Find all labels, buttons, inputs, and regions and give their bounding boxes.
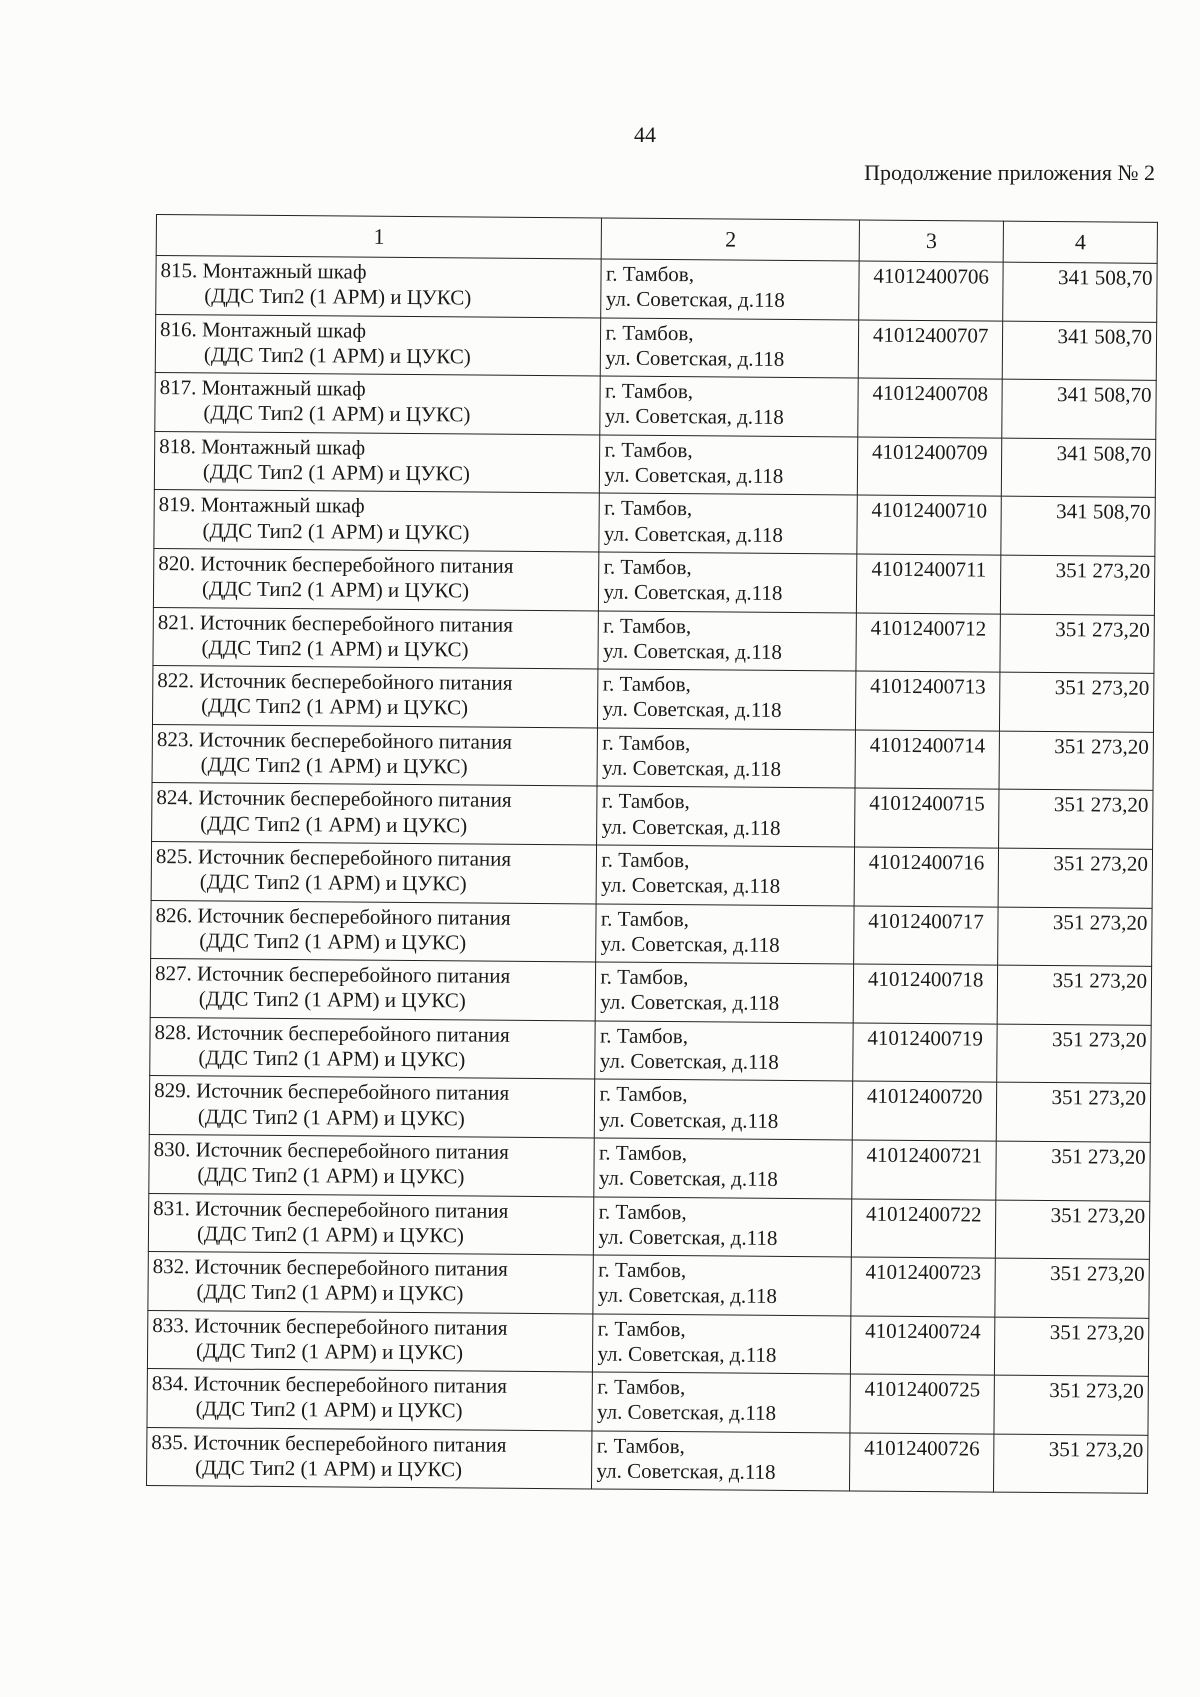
- table-row: [147, 1369, 1148, 1435]
- item-value: 351 273,20: [994, 1434, 1148, 1494]
- item-address-cell: [594, 1196, 852, 1257]
- address-street: ул. Советская, д.118: [597, 1341, 777, 1367]
- item-name: Источник бесперебойного питания: [198, 727, 513, 754]
- item-number: 827.: [154, 961, 192, 986]
- item-value: 351 273,20: [997, 965, 1151, 1025]
- address-city: г. Тамбов,: [603, 613, 692, 638]
- address-city: г. Тамбов,: [604, 437, 693, 463]
- address-city: г. Тамбов,: [598, 1257, 687, 1283]
- item-name-cell: [149, 1076, 595, 1138]
- item-number: 821.: [157, 609, 195, 634]
- item-name: Источник бесперебойного питания: [200, 551, 514, 578]
- item-number: 818.: [159, 433, 197, 459]
- item-number: 823.: [156, 726, 194, 752]
- table-row: [154, 490, 1155, 556]
- item-number: 830.: [153, 1136, 191, 1162]
- address-street: ул. Советская, д.118: [604, 403, 784, 430]
- inventory-number: 41012400719: [853, 1023, 997, 1083]
- address-street: ул. Советская, д.118: [598, 1165, 778, 1192]
- item-name-detail: (ДДС Тип2 (1 АРМ) и ЦУКС): [200, 810, 468, 837]
- item-name-detail: (ДДС Тип2 (1 АРМ) и ЦУКС): [203, 400, 471, 427]
- address-city: г. Тамбов,: [604, 495, 693, 521]
- item-address-cell: [595, 1021, 853, 1082]
- item-address-cell: [597, 728, 855, 789]
- table-row: [155, 373, 1156, 439]
- address-city: г. Тамбов,: [598, 1199, 687, 1224]
- address-city: г. Тамбов,: [597, 1316, 686, 1341]
- item-name: Источник бесперебойного питания: [196, 1078, 510, 1106]
- table-row: [150, 959, 1151, 1025]
- item-name: Источник бесперебойного питания: [194, 1313, 508, 1340]
- item-name-detail: (ДДС Тип2 (1 АРМ) и ЦУКС): [195, 1455, 463, 1482]
- address-street: ул. Советская, д.118: [600, 931, 780, 957]
- item-name-detail: (ДДС Тип2 (1 АРМ) и ЦУКС): [202, 459, 471, 486]
- address-city: г. Тамбов,: [599, 1140, 688, 1166]
- item-name: Монтажный шкаф: [202, 258, 367, 284]
- item-name: Источник бесперебойного питания: [193, 1430, 507, 1457]
- inventory-number: 41012400716: [854, 847, 998, 907]
- item-address-cell: [598, 669, 856, 730]
- address-city: г. Тамбов,: [602, 671, 691, 697]
- item-address-cell: [597, 845, 855, 906]
- item-name: Источник бесперебойного питания: [194, 1254, 508, 1281]
- item-number: 834.: [151, 1371, 189, 1396]
- item-address-cell: [600, 376, 858, 437]
- item-name: Источник бесперебойного питания: [197, 902, 511, 930]
- inventory-number: 41012400724: [851, 1316, 995, 1376]
- table-row: [148, 1252, 1149, 1318]
- table-body: [147, 256, 1158, 1494]
- item-value: 341 508,70: [1001, 438, 1155, 498]
- address-city: г. Тамбов,: [599, 1081, 688, 1107]
- item-address-cell: [599, 552, 857, 613]
- address-street: ул. Советская, д.118: [597, 1282, 778, 1309]
- item-value: 351 273,20: [996, 1082, 1150, 1142]
- item-value: 351 273,20: [1000, 672, 1154, 732]
- address-city: г. Тамбов,: [603, 554, 692, 580]
- inventory-number: 41012400713: [856, 671, 1000, 731]
- item-address-cell: [598, 611, 856, 672]
- address-city: г. Тамбов,: [597, 1374, 686, 1400]
- item-name: Источник бесперебойного питания: [199, 609, 514, 637]
- item-name-detail: (ДДС Тип2 (1 АРМ) и ЦУКС): [198, 1045, 466, 1072]
- table-row: [149, 1134, 1150, 1200]
- item-name: Источник бесперебойного питания: [196, 961, 511, 988]
- column-header-3: 3: [859, 220, 1003, 262]
- item-address-cell: [595, 1079, 853, 1140]
- address-city: г. Тамбов,: [599, 1023, 689, 1048]
- item-name: Источник бесперебойного питания: [195, 1195, 509, 1223]
- item-value: 351 273,20: [994, 1375, 1148, 1435]
- address-street: ул. Советская, д.118: [603, 579, 783, 606]
- address-city: г. Тамбов,: [605, 261, 695, 287]
- address-street: ул. Советская, д.118: [602, 696, 782, 723]
- table-row: [153, 548, 1154, 614]
- table-row: [152, 783, 1153, 849]
- item-name-detail: (ДДС Тип2 (1 АРМ) и ЦУКС): [195, 1396, 463, 1423]
- address-city: г. Тамбов,: [602, 730, 691, 755]
- item-value: 351 273,20: [995, 1200, 1149, 1260]
- item-value: 351 273,20: [1000, 614, 1154, 674]
- item-number: 822.: [157, 668, 195, 693]
- item-name-detail: (ДДС Тип2 (1 АРМ) и ЦУКС): [202, 517, 470, 545]
- item-value: 351 273,20: [997, 1024, 1151, 1084]
- inventory-number: 41012400706: [859, 261, 1003, 321]
- item-number: 825.: [155, 843, 193, 869]
- item-address-cell: [594, 1138, 852, 1199]
- item-name-cell: [151, 841, 597, 903]
- appendix-continuation-note: Продолжение приложения № 2: [864, 160, 1155, 185]
- item-name-cell: [153, 607, 599, 669]
- inventory-number: 41012400711: [857, 554, 1001, 614]
- address-street: ул. Советская, д.118: [596, 1399, 777, 1426]
- item-address-cell: [597, 786, 855, 847]
- item-address-cell: [592, 1431, 850, 1492]
- table-row: [147, 1427, 1148, 1493]
- inventory-number: 41012400722: [852, 1198, 996, 1258]
- item-name-cell: [150, 1017, 596, 1079]
- item-name: Монтажный шкаф: [201, 375, 366, 401]
- table-row: [152, 666, 1153, 732]
- item-address-cell: [596, 962, 854, 1023]
- item-name: Источник бесперебойного питания: [197, 844, 512, 871]
- item-name: Монтажный шкаф: [202, 316, 367, 343]
- item-number: 829.: [154, 1078, 191, 1103]
- item-number: 819.: [158, 492, 196, 517]
- inventory-number: 41012400717: [854, 906, 998, 966]
- item-name-detail: (ДДС Тип2 (1 АРМ) и ЦУКС): [201, 693, 469, 720]
- item-value: 341 508,70: [1002, 321, 1156, 381]
- item-name-detail: (ДДС Тип2 (1 АРМ) и ЦУКС): [201, 635, 469, 662]
- table-row: [150, 1017, 1151, 1083]
- inventory-number: 41012400718: [853, 964, 997, 1024]
- item-name-cell: [153, 548, 599, 610]
- address-city: г. Тамбов,: [604, 378, 694, 404]
- item-address-cell: [601, 318, 859, 379]
- item-number: 832.: [152, 1254, 190, 1279]
- item-name-detail: (ДДС Тип2 (1 АРМ) и ЦУКС): [201, 576, 470, 603]
- item-address-cell: [599, 493, 857, 554]
- item-value: 351 273,20: [998, 907, 1152, 967]
- item-name-detail: (ДДС Тип2 (1 АРМ) и ЦУКС): [200, 752, 468, 779]
- inventory-number: 41012400721: [852, 1140, 996, 1200]
- inventory-number: 41012400708: [858, 378, 1002, 438]
- item-name-detail: (ДДС Тип2 (1 АРМ) и ЦУКС): [197, 1103, 465, 1130]
- item-name-detail: (ДДС Тип2 (1 АРМ) и ЦУКС): [197, 1162, 465, 1189]
- address-city: г. Тамбов,: [601, 847, 690, 873]
- page-number: 44: [634, 122, 656, 147]
- item-number: 820.: [158, 550, 196, 576]
- inventory-number: 41012400723: [851, 1257, 995, 1317]
- table-row: [155, 314, 1156, 380]
- item-number: 833.: [152, 1312, 190, 1337]
- address-street: ул. Советская, д.118: [599, 1107, 779, 1133]
- address-street: ул. Советская, д.118: [603, 521, 784, 547]
- item-value: 351 273,20: [995, 1317, 1149, 1377]
- item-value: 351 273,20: [999, 789, 1153, 849]
- item-name-detail: (ДДС Тип2 (1 АРМ) и ЦУКС): [195, 1338, 464, 1365]
- table-row: [149, 1076, 1150, 1142]
- item-value: 341 508,70: [1002, 379, 1156, 439]
- item-name-cell: [151, 900, 597, 962]
- inventory-number: 41012400715: [855, 788, 999, 848]
- item-name-detail: (ДДС Тип2 (1 АРМ) и ЦУКС): [203, 342, 471, 369]
- item-address-cell: [592, 1372, 850, 1433]
- item-name-cell: [154, 431, 600, 493]
- address-city: г. Тамбов,: [596, 1433, 685, 1459]
- address-street: ул. Советская, д.118: [602, 755, 782, 781]
- column-header-4: 4: [1003, 221, 1157, 263]
- item-name: Монтажный шкаф: [201, 434, 366, 460]
- item-name-cell: [155, 373, 601, 435]
- item-name: Источник бесперебойного питания: [199, 668, 513, 695]
- item-number: 831.: [153, 1195, 191, 1220]
- inventory-number: 41012400707: [858, 320, 1002, 380]
- address-street: ул. Советская, д.118: [600, 989, 780, 1016]
- column-header-2: 2: [602, 218, 860, 261]
- address-city: г. Тамбов,: [601, 788, 690, 814]
- item-name: Источник бесперебойного питания: [198, 785, 512, 813]
- inventory-number: 41012400725: [850, 1374, 994, 1434]
- address-street: ул. Советская, д.118: [602, 638, 783, 664]
- item-name: Источник бесперебойного питания: [195, 1137, 509, 1164]
- item-name-detail: (ДДС Тип2 (1 АРМ) и ЦУКС): [199, 869, 467, 896]
- address-street: ул. Советская, д.118: [599, 1048, 779, 1074]
- item-name: Монтажный шкаф: [200, 492, 365, 519]
- item-name-cell: [147, 1427, 593, 1489]
- inventory-number: 41012400709: [857, 437, 1001, 497]
- inventory-number: 41012400726: [850, 1433, 994, 1493]
- item-address-cell: [596, 904, 854, 965]
- item-number: 828.: [154, 1019, 192, 1045]
- item-number: 824.: [156, 785, 194, 810]
- item-name-cell: [147, 1369, 593, 1431]
- table-row: [148, 1193, 1149, 1259]
- item-name-cell: [155, 314, 601, 376]
- item-name-detail: (ДДС Тип2 (1 АРМ) и ЦУКС): [196, 1221, 465, 1248]
- table-row: [151, 900, 1152, 966]
- item-value: 351 273,20: [998, 848, 1152, 908]
- item-number: 835.: [151, 1429, 189, 1455]
- item-number: 826.: [155, 902, 193, 927]
- item-number: 817.: [159, 375, 197, 400]
- address-street: ул. Советская, д.118: [601, 814, 781, 840]
- address-street: ул. Советская, д.118: [604, 462, 784, 488]
- address-street: ул. Советская, д.118: [605, 345, 785, 371]
- item-name-cell: [152, 783, 598, 845]
- item-value: 341 508,70: [1001, 497, 1155, 557]
- table-row: [147, 1310, 1148, 1376]
- item-name-cell: [156, 256, 602, 318]
- address-city: г. Тамбов,: [600, 906, 690, 931]
- item-address-cell: [601, 259, 859, 320]
- table-row: [151, 841, 1152, 907]
- address-street: ул. Советская, д.118: [601, 872, 781, 899]
- item-value: 351 273,20: [1001, 555, 1155, 615]
- item-value: 351 273,20: [999, 731, 1153, 791]
- table-row: [153, 607, 1154, 673]
- inventory-number: 41012400714: [855, 730, 999, 790]
- inventory-number: 41012400710: [857, 495, 1001, 555]
- address-street: ул. Советская, д.118: [596, 1458, 776, 1484]
- item-value: 351 273,20: [996, 1141, 1150, 1201]
- item-name-cell: [150, 959, 596, 1021]
- table-row: [156, 256, 1157, 322]
- item-name: Источник бесперебойного питания: [196, 1020, 510, 1047]
- address-street: ул. Советская, д.118: [605, 286, 785, 313]
- item-address-cell: [593, 1314, 851, 1375]
- item-name-cell: [149, 1134, 595, 1196]
- item-name-detail: (ДДС Тип2 (1 АРМ) и ЦУКС): [196, 1279, 464, 1306]
- address-city: г. Тамбов,: [605, 320, 694, 345]
- item-number: 816.: [160, 316, 197, 341]
- column-header-1: 1: [156, 215, 602, 259]
- inventory-number: 41012400720: [852, 1081, 996, 1141]
- item-number: 815.: [160, 258, 198, 283]
- item-value: 341 508,70: [1003, 262, 1157, 322]
- item-name-cell: [147, 1310, 593, 1372]
- item-value: 351 273,20: [995, 1258, 1149, 1318]
- table-row: [152, 724, 1153, 790]
- item-name-detail: (ДДС Тип2 (1 АРМ) и ЦУКС): [198, 986, 466, 1013]
- address-street: ул. Советская, д.118: [598, 1224, 778, 1250]
- item-name-detail: (ДДС Тип2 (1 АРМ) и ЦУКС): [204, 283, 472, 310]
- inventory-number: 41012400712: [856, 613, 1000, 673]
- item-name-cell: [154, 490, 600, 552]
- address-city: г. Тамбов,: [600, 964, 689, 990]
- item-name: Источник бесперебойного питания: [193, 1371, 508, 1399]
- table-row: [154, 431, 1155, 497]
- property-register-table: [146, 214, 1158, 1494]
- item-address-cell: [600, 435, 858, 496]
- item-address-cell: [593, 1255, 851, 1316]
- item-name-cell: [148, 1193, 594, 1255]
- item-name-detail: (ДДС Тип2 (1 АРМ) и ЦУКС): [199, 928, 467, 955]
- item-name-cell: [148, 1252, 594, 1314]
- item-name-cell: [152, 666, 598, 728]
- item-name-cell: [152, 724, 598, 786]
